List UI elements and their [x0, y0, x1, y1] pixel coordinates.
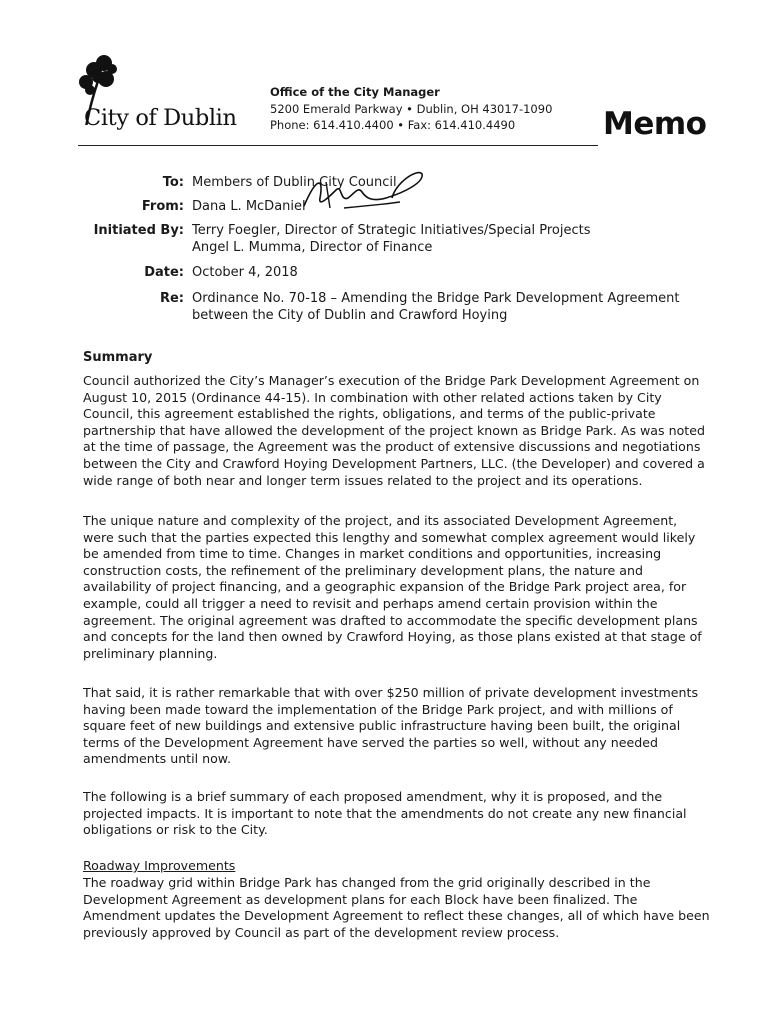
text-line: partnership that have allowed the development of the project known as Bridge Park. As was noted [83, 422, 705, 438]
text-line: square feet of new buildings and extensive public infrastructure having been built, the original [83, 718, 681, 734]
paragraph-5 [83, 875, 710, 941]
text-line: at the time of passage, the Agreement was the product of extensive discussions and negotiations [83, 439, 701, 455]
header-divider [78, 145, 598, 146]
re-line-1: Ordinance No. 70-18 – Amending the Bridge Park Development Agreement [192, 291, 680, 306]
text-line: amendments until now. [83, 751, 231, 767]
text-line: projected impacts. It is important to note that the amendments do not create any new financial [83, 805, 687, 821]
re-line-2: between the City of Dublin and Crawford Hoying [192, 308, 508, 323]
text-line: be amended from time to time. Changes in market conditions and opportunities, increasing [83, 546, 662, 562]
summary-heading: Summary [83, 350, 153, 365]
city-logo [76, 55, 256, 135]
paragraph-2 [83, 513, 702, 662]
text-line: were such that the parties expected this lengthy and somewhat complex agreement would likely [83, 529, 696, 545]
roadway-heading: Roadway Improvements [83, 858, 236, 873]
signature-image [296, 168, 436, 218]
to-label: To: [162, 175, 184, 190]
initiated-line-1: Terry Foegler, Director of Strategic Initiatives/Special Projects [192, 223, 591, 238]
text-line: construction costs, the refinement of the preliminary development plans, the nature and [83, 562, 643, 578]
text-line: example, could all trigger a need to revisit and perhaps amend certain provision within the [83, 595, 658, 611]
text-line: August 10, 2015 (Ordinance 44-15). In combination with other related actions taken by City [83, 389, 662, 405]
text-line: preliminary planning. [83, 645, 218, 661]
office-phone: Phone: 614.410.4400 • Fax: 614.410.4490 [270, 118, 516, 132]
text-line: agreement. The original agreement was drafted to accommodate the specific development plans [83, 612, 698, 628]
paragraph-4 [83, 789, 693, 839]
paragraph-1 [83, 373, 705, 489]
text-line: previously approved by Council as part of the development review process. [83, 924, 560, 940]
from-label: From: [141, 199, 184, 214]
text-line: between the City and Crawford Hoying Development Partners, LLC. (the Developer) and covered a [83, 455, 705, 471]
date-label-wrap [0, 265, 184, 281]
office-name: Office of the City Manager [270, 85, 440, 99]
text-line: wide range of both near and longer term issues related to the project and its operations. [83, 472, 643, 488]
text-line: availability of project financing, and a geographic expansion of the Bridge Park project area, for [83, 579, 687, 595]
memo-title: Memo [603, 106, 707, 142]
to-value: Members of Dublin City Council [192, 175, 397, 190]
text-line: having been made toward the implementation of the Bridge Park project, and with millions of [83, 701, 673, 717]
text-line: Development Agreement as development plans for each Block have been finalized. The [83, 891, 638, 907]
initiated-label: Initiated By: [93, 223, 184, 238]
re-label-wrap [0, 291, 184, 307]
text-line: The roadway grid within Bridge Park has changed from the grid originally described in the [83, 875, 651, 890]
initiated-label-wrap [0, 223, 184, 239]
text-line: That said, it is rather remarkable that with over $250 million of private development investments [83, 685, 699, 700]
date-label: Date: [144, 265, 184, 280]
initiated-line-2: Angel L. Mumma, Director of Finance [192, 240, 433, 255]
from-value: Dana L. McDaniel [192, 199, 306, 214]
text-line: The unique nature and complexity of the project, and its associated Development Agreement, [83, 513, 678, 528]
paragraph-3 [83, 685, 699, 768]
office-block [270, 84, 552, 134]
to-label-wrap [0, 175, 184, 191]
text-line: obligations or risk to the City. [83, 822, 268, 838]
text-line: terms of the Development Agreement have served the parties so well, without any needed [83, 734, 658, 750]
date-value: October 4, 2018 [192, 265, 298, 280]
text-line: Council, this agreement established the rights, obligations, and terms of the public-private [83, 406, 656, 422]
text-line: Amendment updates the Development Agreement to reflect these changes, all of which have been [83, 908, 710, 924]
text-line: The following is a brief summary of each proposed amendment, why it is proposed, and the [83, 789, 663, 804]
text-line: and concepts for the land then owned by Crawford Hoying, as those plans existed at that stage of [83, 629, 702, 645]
text-line: Council authorized the City’s Manager’s execution of the Bridge Park Development Agreement on [83, 373, 700, 388]
office-address: 5200 Emerald Parkway • Dublin, OH 43017-1090 [270, 101, 553, 116]
re-label: Re: [159, 291, 184, 306]
from-label-wrap [0, 199, 184, 215]
logo-wordmark: City of Dublin [84, 105, 237, 131]
